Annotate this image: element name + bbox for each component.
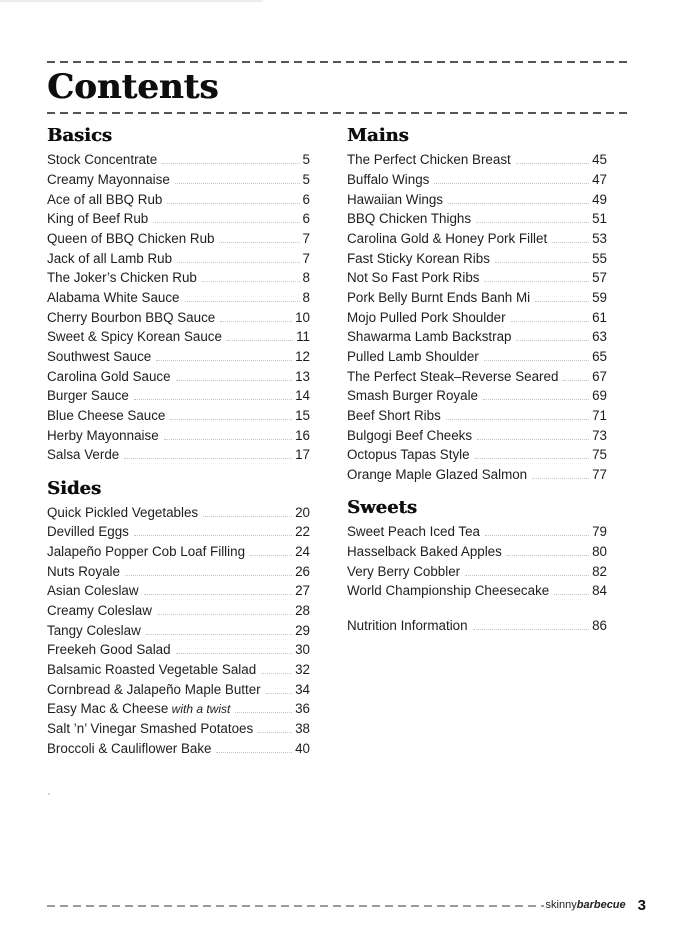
page-footer (47, 897, 646, 913)
toc-row (347, 307, 607, 327)
entry-page-number: 7 (302, 250, 310, 266)
toc-row (47, 445, 310, 465)
dotted-leader (532, 478, 589, 479)
entry-name: Bulgogi Beef Cheeks (347, 427, 473, 443)
dotted-leader (446, 419, 589, 420)
entry-page-number: 32 (295, 662, 310, 678)
entry-name: Burger Sauce (47, 388, 129, 404)
entry-page-number: 6 (302, 191, 310, 207)
entry-page-number: 53 (592, 230, 607, 246)
toc-row (347, 209, 607, 229)
right-column (347, 126, 607, 758)
dotted-leader (484, 360, 589, 361)
entry-name: Pulled Lamb Shoulder (347, 348, 479, 364)
entry-name: Cherry Bourbon BBQ Sauce (47, 309, 216, 325)
dotted-leader (554, 594, 589, 595)
entry-name: Freekeh Good Salad (47, 642, 171, 658)
entry-name: Jack of all Lamb Rub (47, 250, 173, 266)
toc-row (347, 425, 607, 445)
entry-page-number: 61 (592, 309, 607, 325)
entry-page-number: 69 (592, 388, 607, 404)
entry-page-number: 57 (592, 270, 607, 286)
dotted-leader (216, 752, 292, 753)
entry-name: Sweet Peach Iced Tea (347, 524, 481, 540)
dotted-leader (124, 458, 292, 459)
dotted-leader (477, 439, 589, 440)
entry-name: Buffalo Wings (347, 171, 430, 187)
toc-row (347, 288, 607, 308)
dotted-leader (162, 163, 299, 164)
toc-row (347, 189, 607, 209)
entry-name: Hasselback Baked Apples (347, 544, 502, 560)
dotted-leader (176, 380, 293, 381)
toc-row (47, 425, 310, 445)
entry-name: World Championship Cheesecake (347, 583, 550, 599)
entry-page-number: 5 (302, 171, 310, 187)
entry-page-number: 80 (592, 544, 607, 560)
entry-name: BBQ Chicken Thighs (347, 211, 472, 227)
entry-page-number: 45 (592, 152, 607, 168)
top-hairline (0, 0, 263, 2)
entry-page-number: 15 (295, 407, 310, 423)
entry-page-number: 14 (295, 388, 310, 404)
entry-page-number: 8 (302, 289, 310, 305)
entry-page-number: 8 (302, 270, 310, 286)
dotted-leader (167, 203, 299, 204)
dotted-leader (483, 399, 589, 400)
entry-name: The Perfect Chicken Breast (347, 152, 511, 168)
dotted-leader (485, 535, 589, 536)
toc-row (347, 268, 607, 288)
entry-name: Cornbread & Jalapeño Maple Butter (47, 681, 261, 697)
entry-page-number: 30 (295, 642, 310, 658)
toc-row (47, 542, 310, 562)
toc-row (347, 581, 607, 601)
entry-suffix: with a twist (168, 702, 231, 717)
entry-name: Queen of BBQ Chicken Rub (47, 230, 215, 246)
entry-name: Alabama White Sauce (47, 289, 180, 305)
dotted-leader (144, 594, 293, 595)
entry-page-number: 73 (592, 427, 607, 443)
dotted-leader (473, 629, 590, 630)
entry-name: Octopus Tapas Style (347, 447, 470, 463)
entry-name: Not So Fast Pork Ribs (347, 270, 480, 286)
toc-row (47, 601, 310, 621)
dotted-leader (258, 732, 292, 733)
entry-name: Asian Coleslaw (47, 583, 139, 599)
entry-page-number: 22 (295, 524, 310, 540)
dotted-leader (434, 183, 589, 184)
entry-page-number: 71 (592, 407, 607, 423)
entry-name: Devilled Eggs (47, 524, 129, 540)
toc-row (47, 503, 310, 523)
dotted-leader (146, 634, 292, 635)
entry-name: Creamy Coleslaw (47, 603, 152, 619)
entry-name: Balsamic Roasted Vegetable Salad (47, 662, 257, 678)
dotted-leader (227, 340, 293, 341)
toc-row (47, 699, 310, 719)
toc-row (347, 542, 607, 562)
entry-name: Beef Short Ribs (347, 407, 441, 423)
entry-page-number: 20 (295, 504, 310, 520)
entry-page-number: 38 (295, 721, 310, 737)
entry-page-number: 34 (295, 681, 310, 697)
entry-page-number: 67 (592, 368, 607, 384)
toc-row (47, 366, 310, 386)
dotted-leader (465, 575, 589, 576)
toc-row (347, 445, 607, 465)
brand-bold: barbecue (576, 898, 626, 911)
dotted-leader (516, 163, 589, 164)
entry-page-number: 28 (295, 603, 310, 619)
entry-name: Jalapeño Popper Cob Loaf Filling (47, 544, 246, 560)
toc-row (347, 347, 607, 367)
toc-row (47, 288, 310, 308)
dotted-leader (511, 321, 590, 322)
entry-name: Sweet & Spicy Korean Sauce (47, 329, 222, 345)
toc-row (347, 327, 607, 347)
dotted-leader (177, 262, 300, 263)
toc-section-mains (347, 126, 607, 484)
dotted-leader (250, 555, 292, 556)
entry-name: Salt ’n’ Vinegar Smashed Potatoes (47, 721, 254, 737)
entry-name: Salsa Verde (47, 447, 120, 463)
entry-page-number: 5 (302, 152, 310, 168)
dotted-leader (156, 360, 292, 361)
entry-name: Broccoli & Cauliflower Bake (47, 740, 212, 756)
dotted-leader (125, 575, 292, 576)
toc-row (347, 366, 607, 386)
section-title: Sweets (347, 497, 417, 519)
entry-name: Ace of all BBQ Rub (47, 191, 163, 207)
entry-name: Orange Maple Glazed Salmon (347, 466, 528, 482)
header-dashed-rule-bottom (47, 112, 627, 114)
entry-page-number: 55 (592, 250, 607, 266)
dotted-leader (203, 516, 292, 517)
toc-columns (47, 126, 607, 758)
toc-row (347, 522, 607, 542)
entry-name: Nuts Royale (47, 563, 120, 579)
entry-name: The Joker’s Chicken Rub (47, 270, 197, 286)
entry-page-number: 26 (295, 563, 310, 579)
dotted-leader (495, 262, 589, 263)
toc-row (47, 386, 310, 406)
entry-page-number: 7 (302, 230, 310, 246)
entry-page-number: 51 (592, 211, 607, 227)
entry-name: Easy Mac & Cheese with a twist (47, 701, 231, 717)
dotted-leader (261, 673, 292, 674)
entry-name: Pork Belly Burnt Ends Banh Mi (347, 289, 531, 305)
toc-row (47, 150, 310, 170)
toc-row (347, 465, 607, 485)
dotted-leader (266, 693, 292, 694)
toc-row (347, 406, 607, 426)
toc-row (47, 581, 310, 601)
brand-logo (546, 900, 626, 911)
dotted-leader (220, 321, 292, 322)
entry-page-number: 75 (592, 447, 607, 463)
entry-name: Carolina Gold Sauce (47, 368, 171, 384)
entry-page-number: 13 (295, 368, 310, 384)
dotted-leader (448, 203, 589, 204)
entry-name: Shawarma Lamb Backstrap (347, 329, 512, 345)
dotted-leader (475, 458, 590, 459)
stray-dot (48, 793, 50, 795)
dotted-leader (535, 301, 589, 302)
entry-page-number: 10 (295, 309, 310, 325)
dotted-leader (134, 535, 292, 536)
toc-section-sides (47, 479, 310, 759)
page-title: Contents (47, 67, 219, 107)
toc-row (47, 268, 310, 288)
toc-row (47, 620, 310, 640)
entry-page-number: 59 (592, 289, 607, 305)
header-dashed-rule-top (47, 61, 627, 63)
entry-page-number: 79 (592, 524, 607, 540)
toc-row (47, 660, 310, 680)
toc-row (347, 170, 607, 190)
toc-row (47, 347, 310, 367)
page-number: 3 (637, 896, 646, 914)
entry-page-number: 16 (295, 427, 310, 443)
footer-dashed-rule (47, 905, 544, 907)
left-column (47, 126, 310, 758)
entry-name: Very Berry Cobbler (347, 563, 461, 579)
toc-row (47, 561, 310, 581)
toc-row (347, 229, 607, 249)
dotted-leader (516, 340, 589, 341)
entry-page-number: 36 (295, 701, 310, 717)
toc-row (47, 719, 310, 739)
brand-light: skinny (545, 898, 577, 911)
entry-name: Quick Pickled Vegetables (47, 504, 199, 520)
entry-page-number: 11 (296, 329, 310, 345)
toc-row (47, 209, 310, 229)
entry-name: Herby Mayonnaise (47, 427, 159, 443)
dotted-leader (202, 281, 300, 282)
toc-row (47, 170, 310, 190)
dotted-leader (476, 222, 589, 223)
entry-page-number: 82 (592, 563, 607, 579)
entry-page-number: 47 (592, 171, 607, 187)
entry-page-number: 12 (295, 348, 310, 364)
entry-page-number: 6 (302, 211, 310, 227)
section-title: Sides (47, 477, 102, 499)
entry-name: Fast Sticky Korean Ribs (347, 250, 490, 266)
dotted-leader (164, 439, 292, 440)
entry-name: The Perfect Steak–Reverse Seared (347, 368, 559, 384)
entry-page-number: 27 (295, 583, 310, 599)
entry-page-number: 40 (295, 740, 310, 756)
dotted-leader (552, 242, 589, 243)
toc-row (47, 307, 310, 327)
entry-page-number: 86 (592, 618, 607, 634)
toc-row (47, 229, 310, 249)
entry-name: Carolina Gold & Honey Pork Fillet (347, 230, 548, 246)
toc-row (347, 616, 607, 636)
entry-name: Blue Cheese Sauce (47, 407, 166, 423)
dotted-leader (484, 281, 589, 282)
toc-row (47, 327, 310, 347)
dotted-leader (219, 242, 299, 243)
entry-name: Creamy Mayonnaise (47, 171, 170, 187)
entry-name: King of Beef Rub (47, 211, 149, 227)
entry-name: Mojo Pulled Pork Shoulder (347, 309, 506, 325)
dotted-leader (235, 712, 292, 713)
entry-page-number: 63 (592, 329, 607, 345)
dotted-leader (134, 399, 292, 400)
dotted-leader (507, 555, 589, 556)
toc-section-sweets (347, 498, 607, 635)
entry-name: Tangy Coleslaw (47, 622, 141, 638)
toc-row (47, 189, 310, 209)
entry-name: Stock Concentrate (47, 152, 158, 168)
toc-row (347, 248, 607, 268)
section-title: Basics (47, 125, 112, 146)
toc-row (47, 248, 310, 268)
toc-row (47, 738, 310, 758)
entry-page-number: 29 (295, 622, 310, 638)
page-header (47, 61, 627, 114)
entry-name: Hawaiian Wings (347, 191, 444, 207)
entry-name: Southwest Sauce (47, 348, 152, 364)
toc-row (47, 640, 310, 660)
dotted-leader (185, 301, 300, 302)
dotted-leader (176, 653, 293, 654)
toc-row (347, 561, 607, 581)
toc-row (347, 150, 607, 170)
entry-name: Smash Burger Royale (347, 388, 478, 404)
toc-row (347, 386, 607, 406)
entry-page-number: 24 (295, 544, 310, 560)
entry-name: Nutrition Information (347, 618, 468, 634)
entry-page-number: 77 (592, 466, 607, 482)
dotted-leader (170, 419, 292, 420)
toc-row (47, 679, 310, 699)
toc-section-basics (47, 126, 310, 465)
entry-page-number: 65 (592, 348, 607, 364)
dotted-leader (157, 614, 292, 615)
entry-page-number: 84 (592, 583, 607, 599)
dotted-leader (175, 183, 300, 184)
dotted-leader (563, 380, 589, 381)
section-title: Mains (347, 125, 409, 146)
dotted-leader (153, 222, 299, 223)
entry-page-number: 17 (295, 447, 310, 463)
entry-page-number: 49 (592, 191, 607, 207)
toc-row (47, 522, 310, 542)
toc-row (47, 406, 310, 426)
